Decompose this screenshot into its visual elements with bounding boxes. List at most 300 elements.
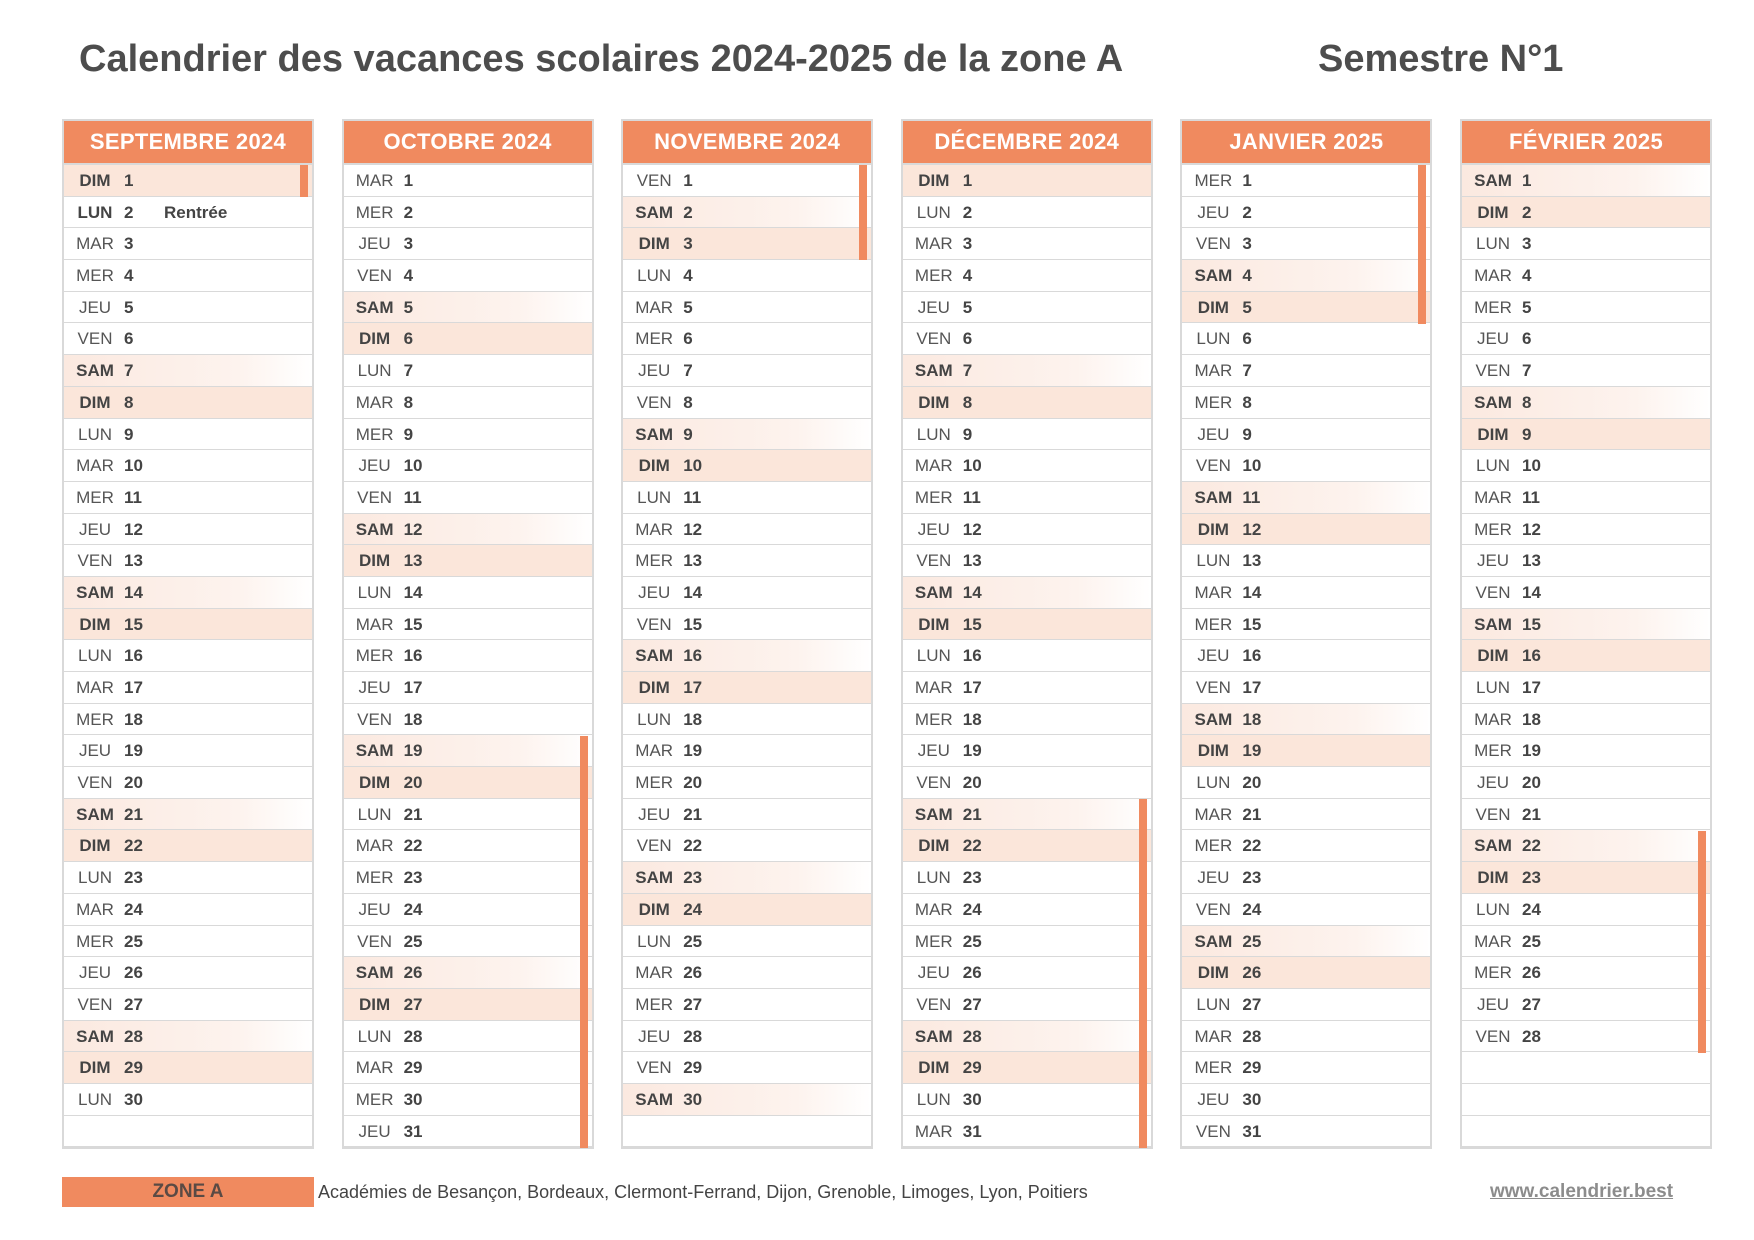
weekday-label: DIM [359, 994, 391, 1014]
weekday-label: MER [1194, 1058, 1233, 1078]
day-row [623, 450, 871, 482]
weekday-label: VEN [916, 994, 952, 1014]
weekday-label: DIM [79, 392, 111, 412]
day-row [903, 545, 1151, 577]
day-number: 31 [1242, 1121, 1262, 1141]
day-row [1182, 894, 1430, 926]
empty-row [1462, 1116, 1710, 1148]
day-number: 25 [1242, 931, 1262, 951]
weekday-label: DIM [638, 456, 670, 476]
day-number: 16 [1242, 646, 1262, 666]
weekday-label: LUN [916, 1089, 951, 1109]
day-row [903, 672, 1151, 704]
weekday-label: VEN [1475, 1026, 1511, 1046]
day-row [903, 514, 1151, 546]
day-row [344, 355, 592, 387]
day-row [1182, 260, 1430, 292]
weekday-label: LUN [1196, 329, 1231, 349]
day-rows [1182, 165, 1430, 1147]
day-row [1462, 862, 1710, 894]
day-number: 30 [124, 1089, 143, 1109]
day-row [903, 989, 1151, 1021]
day-number: 7 [1522, 361, 1532, 381]
day-row [64, 735, 312, 767]
weekday-label: LUN [357, 804, 392, 824]
day-number: 16 [124, 646, 143, 666]
day-row [344, 735, 592, 767]
day-row [64, 450, 312, 482]
weekday-label: MAR [635, 963, 674, 983]
weekday-label: LUN [1196, 994, 1231, 1014]
weekday-label: MER [635, 551, 674, 571]
day-number: 24 [1522, 899, 1541, 919]
day-row [1462, 735, 1710, 767]
day-number: 6 [1242, 329, 1252, 349]
day-row [903, 165, 1151, 197]
weekday-label: MER [1474, 519, 1512, 539]
day-number: 18 [403, 709, 423, 729]
day-number: 16 [403, 646, 423, 666]
day-number: 3 [1522, 234, 1532, 254]
weekday-label: SAM [1474, 614, 1512, 634]
day-row [623, 1052, 871, 1084]
day-row [344, 799, 592, 831]
weekday-label: VEN [636, 614, 672, 634]
weekday-label: SAM [1194, 487, 1233, 507]
day-number: 4 [1522, 266, 1532, 286]
day-row [1182, 1116, 1430, 1148]
day-number: 20 [1242, 773, 1262, 793]
day-number: 13 [1242, 551, 1262, 571]
day-number: 29 [403, 1058, 423, 1078]
weekday-label: LUN [357, 361, 392, 381]
day-row [623, 577, 871, 609]
day-row [903, 1052, 1151, 1084]
day-row [903, 355, 1151, 387]
day-row [903, 450, 1151, 482]
day-number: 6 [683, 329, 693, 349]
day-row [1182, 419, 1430, 451]
day-row [344, 165, 592, 197]
day-row [903, 957, 1151, 989]
month-header: FÉVRIER 2025 [1462, 121, 1710, 165]
weekday-label: JEU [638, 1026, 671, 1046]
day-number: 8 [683, 392, 693, 412]
day-row [903, 1021, 1151, 1053]
day-row [64, 704, 312, 736]
weekday-label: LUN [637, 266, 672, 286]
day-row [64, 640, 312, 672]
day-number: 24 [1242, 899, 1262, 919]
weekday-label: JEU [638, 804, 671, 824]
day-row [64, 323, 312, 355]
day-row [1462, 704, 1710, 736]
day-row [344, 609, 592, 641]
weekday-label: MAR [914, 456, 953, 476]
weekday-label: VEN [1195, 678, 1231, 697]
weekday-label: VEN [357, 266, 393, 286]
month-header: NOVEMBRE 2024 [623, 121, 871, 165]
weekday-label: JEU [1476, 994, 1510, 1014]
weekday-label: MER [355, 202, 394, 222]
day-row [1182, 830, 1430, 862]
day-number: 28 [962, 1026, 982, 1046]
weekday-label: SAM [1474, 392, 1512, 412]
day-number: 9 [403, 424, 414, 444]
day-row [64, 577, 312, 609]
day-number: 14 [683, 582, 703, 602]
day-number: 9 [1242, 424, 1252, 444]
day-row [344, 577, 592, 609]
day-row [903, 197, 1151, 229]
day-number: 23 [1242, 868, 1262, 888]
day-row [903, 830, 1151, 862]
weekday-label: VEN [636, 392, 672, 412]
day-row [1182, 640, 1430, 672]
day-row [903, 894, 1151, 926]
day-row [903, 926, 1151, 958]
day-row [64, 1084, 312, 1116]
day-row [1182, 482, 1430, 514]
day-number: 27 [683, 994, 703, 1014]
weekday-label: VEN [77, 329, 113, 349]
weekday-label: VEN [77, 773, 113, 793]
day-row [1462, 387, 1710, 419]
day-number: 6 [124, 329, 134, 349]
day-row [1182, 1084, 1430, 1116]
weekday-label: MAR [635, 741, 674, 761]
day-number: 3 [962, 234, 973, 254]
weekday-label: SAM [355, 741, 394, 761]
day-row [623, 830, 871, 862]
day-number: 21 [962, 804, 982, 824]
day-number: 4 [124, 266, 134, 286]
day-row [64, 672, 312, 704]
weekday-label: DIM [638, 234, 670, 254]
day-number: 27 [403, 994, 423, 1014]
day-row [903, 704, 1151, 736]
semester-label: Semestre N°1 [1318, 38, 1564, 80]
day-number: 14 [1242, 582, 1262, 602]
day-row [64, 799, 312, 831]
day-row [623, 482, 871, 514]
day-row [1182, 1021, 1430, 1053]
day-row [623, 862, 871, 894]
day-row [1182, 926, 1430, 958]
day-number: 28 [124, 1026, 143, 1046]
day-number: 15 [403, 614, 423, 634]
day-number: 15 [1242, 614, 1262, 634]
weekday-label: DIM [1197, 741, 1229, 761]
day-row [344, 1084, 592, 1116]
day-row [623, 545, 871, 577]
weekday-label: MAR [355, 614, 394, 634]
website-link[interactable]: www.calendrier.best [1490, 1181, 1674, 1202]
empty-row [64, 1116, 312, 1148]
weekday-label: MAR [1194, 582, 1233, 602]
day-number: 7 [124, 361, 134, 381]
holiday-bar [1698, 831, 1706, 1053]
weekday-label: SAM [635, 424, 674, 444]
day-number: 24 [124, 899, 143, 919]
day-row [64, 545, 312, 577]
day-number: 13 [124, 551, 143, 571]
day-number: 22 [403, 836, 423, 856]
day-row [1462, 799, 1710, 831]
day-number: 25 [403, 931, 423, 951]
weekday-label: MER [355, 646, 394, 666]
day-number: 3 [1242, 234, 1252, 254]
weekday-label: MAR [1474, 709, 1512, 729]
weekday-label: MAR [914, 899, 953, 919]
day-row [344, 1052, 592, 1084]
day-number: 12 [683, 519, 703, 539]
day-row [1462, 609, 1710, 641]
day-row [1182, 323, 1430, 355]
day-row [64, 989, 312, 1021]
day-number: 24 [403, 899, 423, 919]
weekday-label: MAR [76, 234, 114, 254]
day-number: 27 [962, 994, 982, 1014]
day-number: 18 [124, 709, 143, 729]
weekday-label: DIM [918, 171, 950, 190]
weekday-label: JEU [78, 519, 112, 539]
day-row [1462, 577, 1710, 609]
day-row [903, 323, 1151, 355]
day-number: 25 [962, 931, 982, 951]
day-number: 23 [1522, 868, 1541, 888]
day-number: 12 [962, 519, 982, 539]
day-row [623, 1021, 871, 1053]
month-column [621, 119, 873, 1149]
weekday-label: LUN [1196, 773, 1231, 793]
day-number: 8 [962, 392, 973, 412]
day-row [344, 292, 592, 324]
day-number: 24 [683, 899, 703, 919]
day-number: 7 [1242, 361, 1252, 381]
day-row [1182, 1052, 1430, 1084]
day-row [903, 419, 1151, 451]
day-row [1182, 862, 1430, 894]
day-row [1462, 228, 1710, 260]
day-number: 29 [962, 1058, 982, 1078]
day-row [1462, 450, 1710, 482]
day-number: 14 [962, 582, 982, 602]
day-row [623, 292, 871, 324]
day-number: 20 [124, 773, 143, 793]
weekday-label: MAR [914, 234, 953, 254]
weekday-label: JEU [917, 963, 950, 983]
day-number: 12 [403, 519, 423, 539]
day-number: 12 [1522, 519, 1541, 539]
day-row [623, 894, 871, 926]
day-number: 26 [124, 963, 143, 983]
day-row [903, 767, 1151, 799]
day-number: 14 [1522, 582, 1541, 602]
day-number: 24 [962, 899, 982, 919]
month-column [1460, 119, 1712, 1149]
day-number: 30 [962, 1089, 982, 1109]
day-row [64, 1021, 312, 1053]
weekday-label: VEN [1195, 456, 1231, 476]
weekday-label: DIM [1477, 202, 1509, 222]
day-number: 31 [403, 1121, 423, 1141]
weekday-label: MER [1194, 614, 1233, 634]
weekday-label: JEU [1197, 424, 1230, 444]
day-row [1462, 323, 1710, 355]
day-row [1462, 926, 1710, 958]
day-number: 16 [962, 646, 982, 666]
day-row [1462, 197, 1710, 229]
day-rows [64, 165, 312, 1147]
day-number: 23 [403, 868, 423, 888]
day-row [344, 260, 592, 292]
day-row [903, 260, 1151, 292]
weekday-label: MER [355, 868, 394, 888]
day-number: 4 [962, 266, 973, 286]
weekday-label: JEU [78, 963, 112, 983]
weekday-label: VEN [1195, 234, 1231, 254]
day-number: 14 [403, 582, 423, 602]
page-title: Calendrier des vacances scolaires 2024-2025 de la zone A [79, 38, 1124, 80]
day-row [903, 862, 1151, 894]
weekday-label: VEN [77, 551, 113, 571]
weekday-label: SAM [76, 804, 114, 824]
day-number: 31 [962, 1121, 982, 1141]
day-row [623, 672, 871, 704]
weekday-label: MAR [355, 392, 394, 412]
weekday-label: DIM [1197, 297, 1229, 317]
holiday-bar [1418, 165, 1426, 324]
day-number: 28 [683, 1026, 703, 1046]
day-row [1462, 894, 1710, 926]
day-row [623, 197, 871, 229]
weekday-label: DIM [1197, 963, 1229, 983]
day-number: 15 [683, 614, 703, 634]
day-number: 21 [124, 804, 143, 824]
day-number: 22 [1522, 836, 1541, 856]
weekday-label: LUN [916, 646, 951, 666]
day-number: 13 [403, 551, 423, 571]
weekday-label: SAM [355, 297, 394, 317]
day-number: 21 [1522, 804, 1541, 824]
day-row [1462, 767, 1710, 799]
day-number: 16 [683, 646, 703, 666]
day-number: 15 [124, 614, 143, 634]
day-number: 11 [962, 487, 981, 507]
weekday-label: SAM [76, 582, 114, 602]
day-number: 29 [683, 1058, 703, 1078]
weekday-label: SAM [635, 646, 674, 666]
weekday-label: SAM [76, 361, 114, 381]
weekday-label: LUN [1475, 234, 1510, 254]
weekday-label: LUN [1475, 456, 1510, 476]
day-row [344, 704, 592, 736]
weekday-label: SAM [635, 202, 674, 222]
day-row [623, 989, 871, 1021]
day-row [1462, 1021, 1710, 1053]
weekday-label: MAR [1194, 1026, 1233, 1046]
weekday-label: DIM [1477, 868, 1509, 888]
day-row [1462, 482, 1710, 514]
weekday-label: VEN [1195, 1121, 1231, 1141]
weekday-label: JEU [1476, 551, 1510, 571]
weekday-label: VEN [77, 994, 113, 1014]
day-row [64, 197, 312, 229]
day-number: 10 [683, 456, 703, 476]
weekday-label: VEN [1475, 361, 1511, 381]
day-number: 19 [1242, 741, 1262, 761]
day-row [64, 767, 312, 799]
weekday-label: JEU [1476, 329, 1510, 349]
weekday-label: MER [76, 487, 114, 507]
weekday-label: MAR [1194, 361, 1233, 381]
day-number: 17 [403, 678, 423, 697]
day-row [344, 323, 592, 355]
day-number: 25 [124, 931, 143, 951]
day-row [623, 926, 871, 958]
weekday-label: LUN [637, 487, 672, 507]
day-row [64, 419, 312, 451]
weekday-label: MAR [914, 678, 953, 697]
day-row [1182, 989, 1430, 1021]
day-row [903, 1084, 1151, 1116]
day-number: 26 [1522, 963, 1541, 983]
day-number: 11 [1522, 487, 1540, 507]
day-row [903, 1116, 1151, 1148]
weekday-label: VEN [636, 171, 672, 190]
day-number: 3 [403, 234, 414, 254]
day-row [1182, 799, 1430, 831]
day-number: 9 [1522, 424, 1532, 444]
day-row [64, 260, 312, 292]
day-number: 10 [403, 456, 423, 476]
month-header: DÉCEMBRE 2024 [903, 121, 1151, 165]
day-number: 8 [124, 392, 134, 412]
day-row [1182, 957, 1430, 989]
weekday-label: MER [76, 931, 114, 951]
weekday-label: VEN [916, 329, 952, 349]
day-row [623, 1084, 871, 1116]
weekday-label: JEU [1476, 773, 1510, 793]
day-row [1182, 609, 1430, 641]
month-header: SEPTEMBRE 2024 [64, 121, 312, 165]
weekday-label: LUN [916, 202, 951, 222]
weekday-label: JEU [358, 234, 391, 254]
weekday-label: MAR [1474, 487, 1512, 507]
day-row [64, 609, 312, 641]
weekday-label: MAR [1474, 931, 1512, 951]
day-row [1182, 197, 1430, 229]
weekday-label: DIM [1477, 646, 1509, 666]
day-number: 28 [1242, 1026, 1262, 1046]
day-number: 26 [962, 963, 982, 983]
weekday-label: VEN [1475, 804, 1511, 824]
day-row [64, 926, 312, 958]
weekday-label: LUN [1475, 899, 1510, 919]
day-row [623, 355, 871, 387]
weekday-label: DIM [359, 773, 391, 793]
day-number: 11 [403, 487, 422, 507]
day-number: 30 [403, 1089, 423, 1109]
weekday-label: SAM [1194, 931, 1233, 951]
day-number: 29 [124, 1058, 143, 1078]
weekday-label: MAR [1194, 804, 1233, 824]
day-row [344, 640, 592, 672]
day-number: 8 [1242, 392, 1252, 412]
day-number: 30 [1242, 1089, 1262, 1109]
day-row [1182, 545, 1430, 577]
